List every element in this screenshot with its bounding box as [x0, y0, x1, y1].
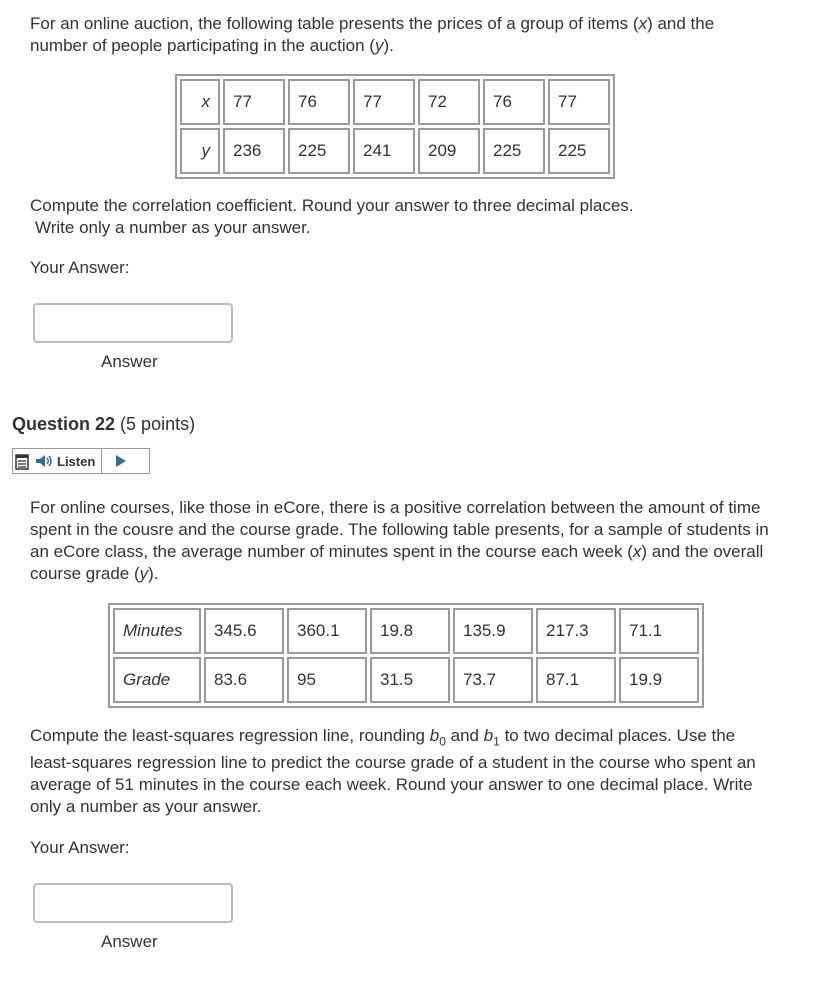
- table-cell: 76: [288, 79, 350, 125]
- table-cell: 77: [223, 79, 285, 125]
- table-row: [113, 608, 699, 654]
- listen-label: Listen: [57, 453, 96, 469]
- table-cell: 236: [223, 128, 285, 174]
- q22-prompt-text: to two decimal places. Use the least-squares regression line to predict the course grade of a student in the course who spent an average of 51 minutes in the course each week. Round your answer to one decimal place. Write only a number as your answer.: [30, 726, 756, 817]
- b0-symbol: b: [429, 726, 440, 745]
- listen-widget[interactable]: [12, 448, 150, 474]
- q21-prompt: [30, 195, 790, 239]
- q21-prompt-line: Write only a number as your answer.: [35, 218, 311, 237]
- table-cell: 31.5: [370, 657, 450, 703]
- q22-intro-text: ) and the overall course grade (: [30, 542, 764, 583]
- q22-prompt-text: and: [445, 726, 484, 745]
- row-header: Minutes: [113, 608, 201, 654]
- q22-data-table: [108, 603, 704, 708]
- table-cell: 19.8: [370, 608, 450, 654]
- row-header: y: [180, 128, 220, 174]
- row-header: x: [180, 79, 220, 125]
- table-cell: 217.3: [536, 608, 616, 654]
- q21-intro-text: ) and the number of people participating in the auction (: [30, 14, 715, 55]
- table-cell: 83.6: [204, 657, 284, 703]
- q22-intro-text: ).: [148, 564, 159, 583]
- table-row: [113, 657, 699, 703]
- speaker-icon: [35, 454, 53, 468]
- play-icon: [115, 455, 127, 467]
- table-cell: 135.9: [453, 608, 533, 654]
- table-cell: 77: [353, 79, 415, 125]
- q22-intro: [30, 497, 770, 585]
- table-cell: 71.1: [619, 608, 699, 654]
- table-cell: 241: [353, 128, 415, 174]
- table-cell: 87.1: [536, 657, 616, 703]
- q22-prompt-text: Compute the least-squares regression line, rounding: [30, 726, 430, 745]
- table-row: [180, 79, 610, 125]
- b1-subscript: 1: [493, 734, 500, 749]
- q21-x-var: x: [638, 14, 648, 33]
- table-cell: 345.6: [204, 608, 284, 654]
- question-points: (5 points): [120, 414, 196, 434]
- q21-y-var: y: [374, 36, 384, 55]
- q22-intro-text: For online courses, like those in eCore, there is a positive correlation between the amount of time spent in the cousre and the course grade. The following table presents, for a sample of students in an eCore class, the average number of minutes spent in the course each week (: [30, 498, 769, 561]
- q21-answer-caption: Answer: [101, 352, 158, 371]
- document-icon: [13, 449, 31, 473]
- b1-symbol: b: [483, 726, 494, 745]
- table-cell: 77: [548, 79, 610, 125]
- q22-your-answer-label: Your Answer:: [30, 838, 130, 857]
- q21-your-answer-label: Your Answer:: [30, 258, 130, 277]
- table-cell: 225: [288, 128, 350, 174]
- q22-answer-input[interactable]: [33, 883, 233, 923]
- q21-answer-input[interactable]: [33, 303, 233, 343]
- q22-y-var: y: [139, 564, 149, 583]
- q22-prompt: [30, 725, 770, 818]
- listen-button[interactable]: [31, 449, 102, 473]
- play-button[interactable]: [102, 449, 140, 473]
- q21-prompt-line: Compute the correlation coefficient. Round your answer to three decimal places.: [30, 196, 634, 215]
- q22-answer-caption: Answer: [101, 932, 158, 951]
- q21-intro-text: ).: [383, 36, 394, 55]
- table-cell: 72: [418, 79, 480, 125]
- question-title: [12, 414, 195, 435]
- row-header: Grade: [113, 657, 201, 703]
- table-cell: 73.7: [453, 657, 533, 703]
- q21-intro: [30, 13, 770, 57]
- table-cell: 19.9: [619, 657, 699, 703]
- b0-subscript: 0: [439, 734, 446, 749]
- q21-data-table: [175, 74, 615, 179]
- table-cell: 209: [418, 128, 480, 174]
- table-row: [180, 128, 610, 174]
- table-cell: 95: [287, 657, 367, 703]
- table-cell: 76: [483, 79, 545, 125]
- table-cell: 225: [483, 128, 545, 174]
- question-number: Question 22: [12, 414, 116, 434]
- table-cell: 225: [548, 128, 610, 174]
- q21-intro-text: For an online auction, the following table presents the prices of a group of items (: [30, 14, 639, 33]
- table-cell: 360.1: [287, 608, 367, 654]
- q22-x-var: x: [632, 542, 642, 561]
